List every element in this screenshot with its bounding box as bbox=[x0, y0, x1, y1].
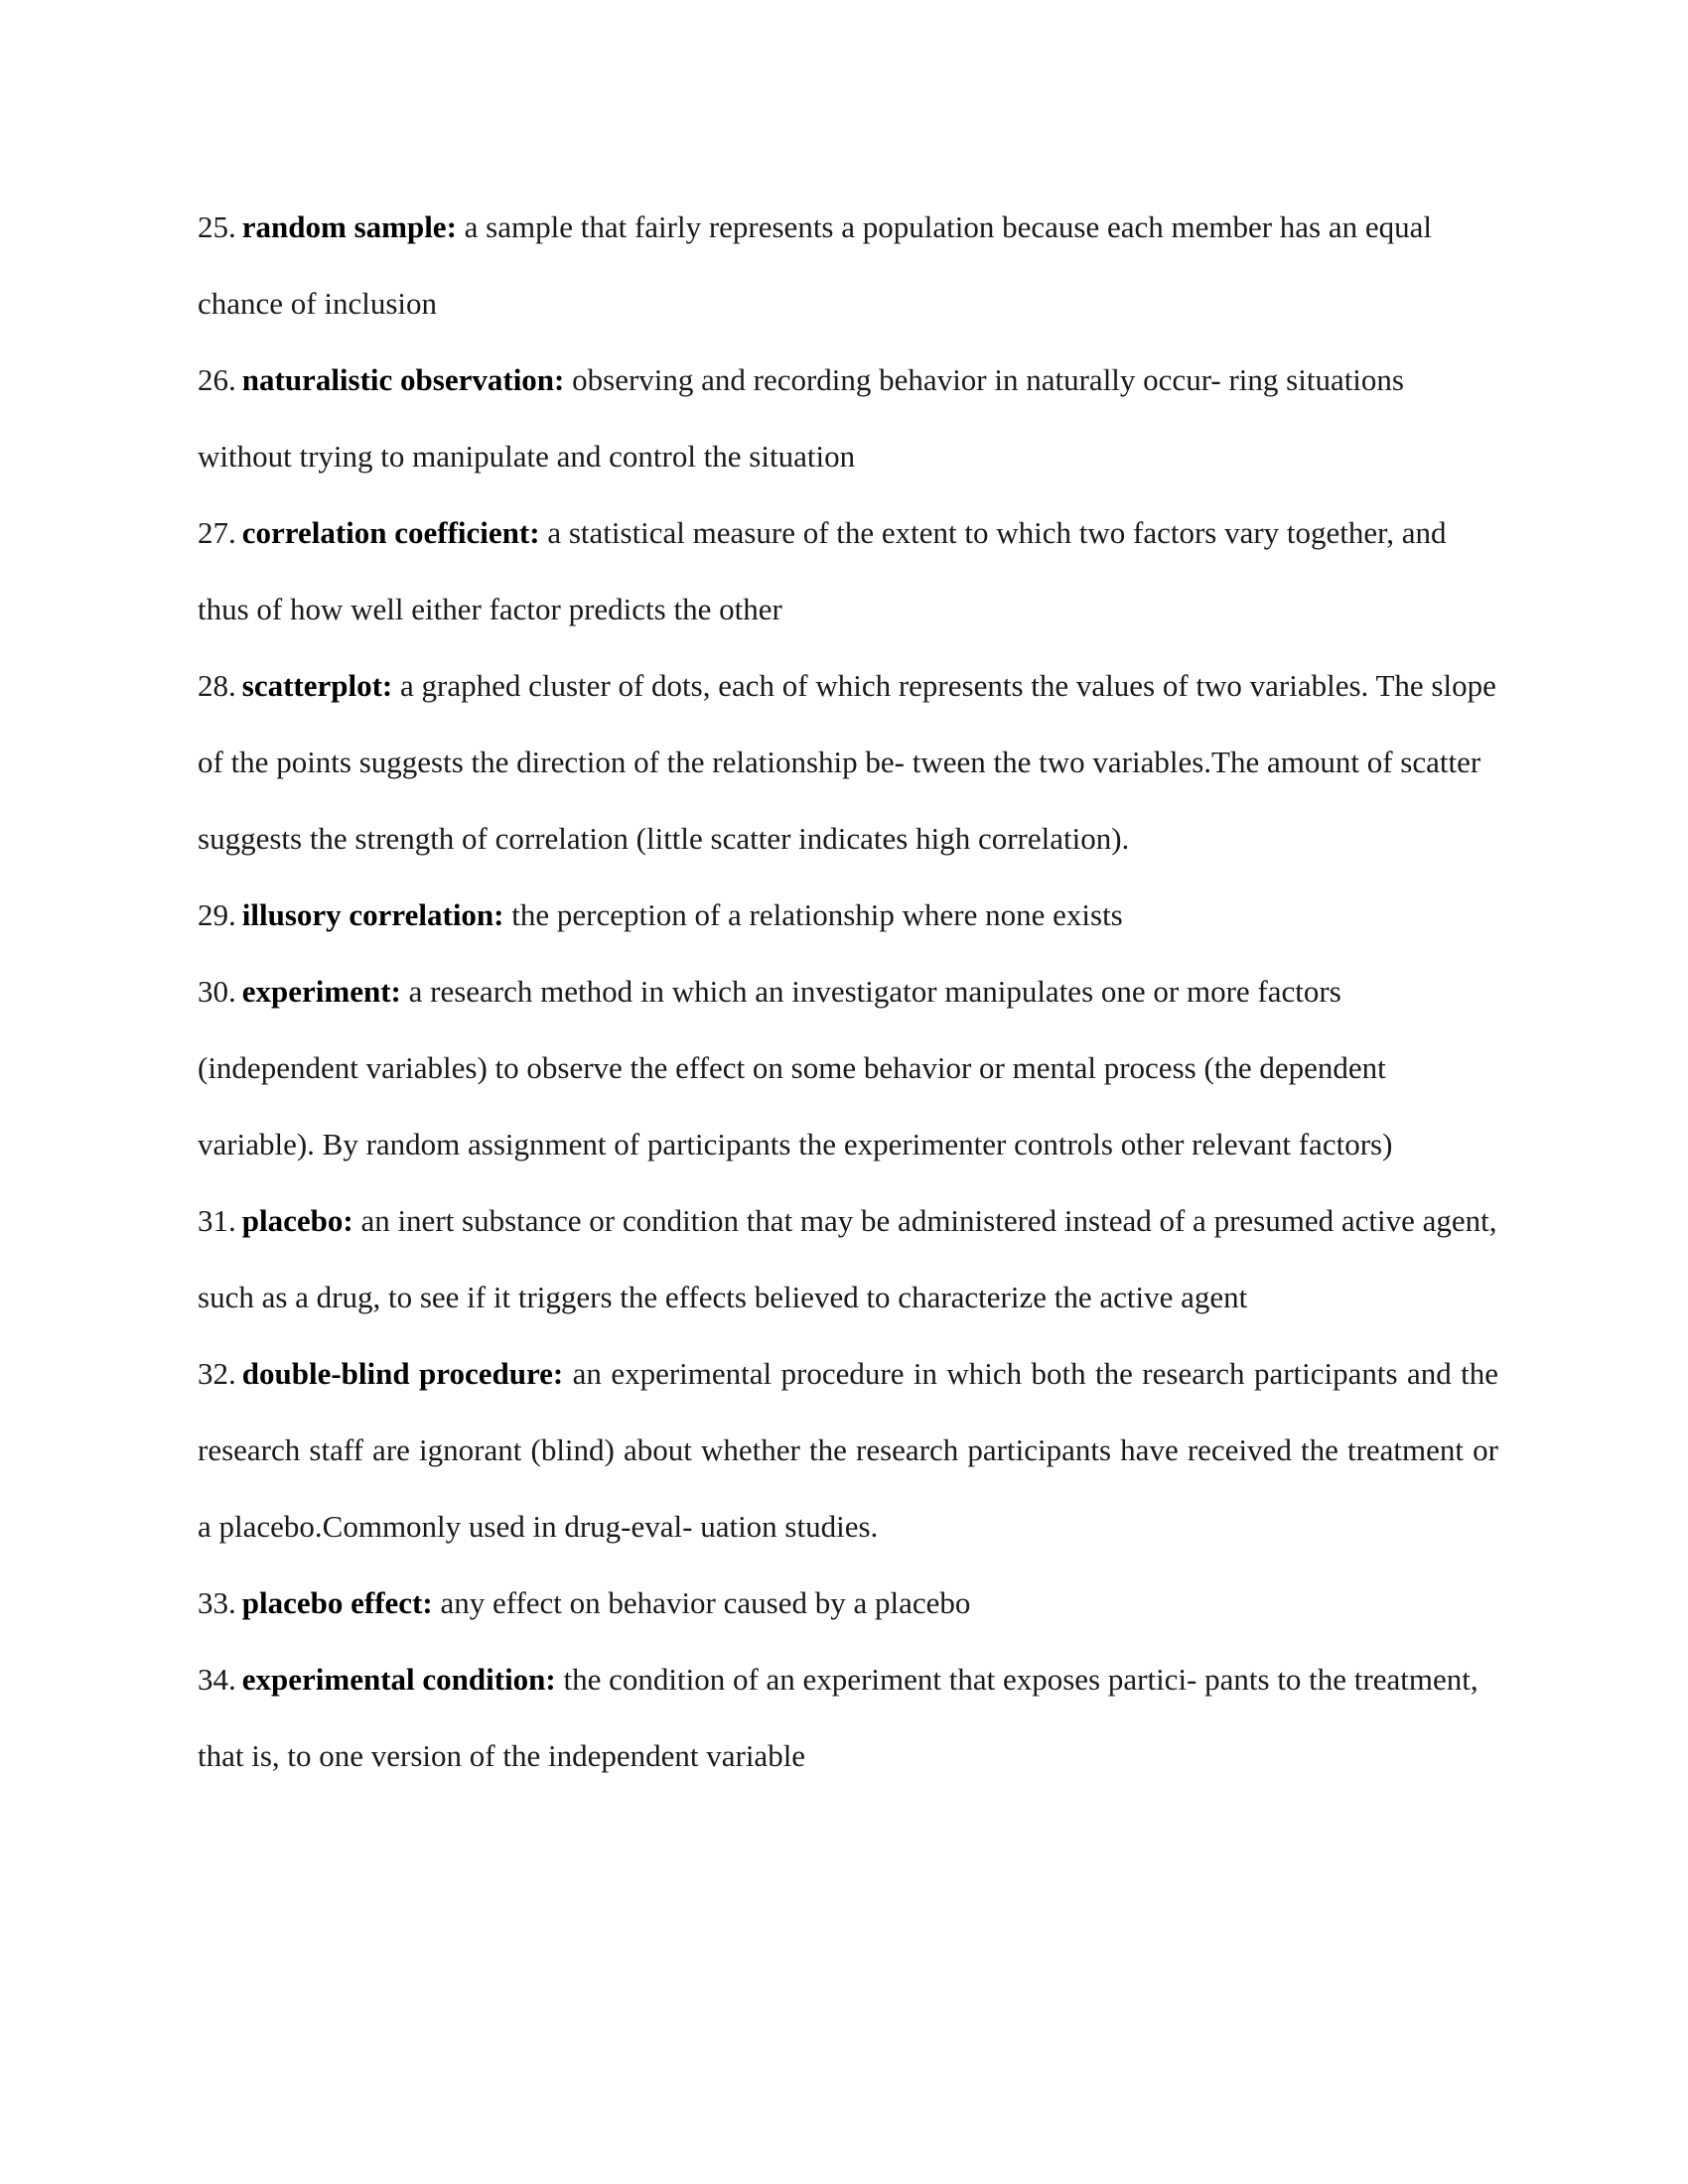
entry-term: naturalistic observation: bbox=[241, 362, 565, 397]
entry-number: 31. bbox=[198, 1203, 236, 1238]
entry-number: 32. bbox=[198, 1356, 236, 1391]
glossary-entry-scatterplot bbox=[198, 647, 1498, 877]
entry-term: random sample: bbox=[241, 209, 457, 244]
entry-term: illusory correlation: bbox=[241, 897, 504, 932]
entry-term: experiment: bbox=[241, 974, 401, 1009]
glossary-entry-placebo-effect bbox=[198, 1565, 1498, 1641]
entry-term: scatterplot: bbox=[241, 668, 393, 703]
glossary-entry-experimental-condition bbox=[198, 1641, 1498, 1794]
entry-definition: observing and recording behavior in naturally occur- ring situations without trying to manipulate and control the situation bbox=[198, 362, 1404, 474]
glossary-entry-correlation-coefficient bbox=[198, 494, 1498, 647]
entry-number: 34. bbox=[198, 1662, 236, 1697]
entry-definition: a research method in which an investigator manipulates one or more factors (independent variables) to observe the effect on some behavior or mental process (the dependent variable). By random assignment of participants the experimenter controls other relevant factors) bbox=[198, 974, 1393, 1161]
entry-definition: an experimental procedure in which both the research participants and the research staff are ignorant (blind) about whether the research participants have received the treatment or a placebo.Commonly used in drug-eval- uation studies. bbox=[198, 1356, 1499, 1544]
entry-term: double-blind procedure: bbox=[241, 1356, 564, 1391]
glossary-entry-random-sample bbox=[198, 189, 1498, 341]
entry-definition: a graphed cluster of dots, each of which represents the values of two variables. The slope of the points suggests the direction of the relationship be- tween the two variables.The amount of scatter suggests the strength of correlation (little scatter indicates high correlation). bbox=[198, 668, 1496, 856]
entry-term: correlation coefficient: bbox=[241, 515, 540, 550]
entry-definition: an inert substance or condition that may be administered instead of a presumed active agent, such as a drug, to see if it triggers the effects believed to characterize the active agent bbox=[198, 1203, 1497, 1314]
entry-term: placebo: bbox=[241, 1203, 353, 1238]
glossary-entry-placebo bbox=[198, 1182, 1498, 1335]
entry-number: 30. bbox=[198, 974, 236, 1009]
glossary-entry-double-blind-procedure bbox=[198, 1335, 1498, 1565]
entry-number: 26. bbox=[198, 362, 236, 397]
entry-number: 27. bbox=[198, 515, 236, 550]
entry-number: 25. bbox=[198, 209, 236, 244]
entry-definition: any effect on behavior caused by a placebo bbox=[440, 1585, 971, 1620]
glossary-entry-illusory-correlation bbox=[198, 877, 1498, 953]
glossary-list bbox=[198, 189, 1498, 1794]
entry-number: 29. bbox=[198, 897, 236, 932]
entry-term: experimental condition: bbox=[241, 1662, 556, 1697]
entry-term: placebo effect: bbox=[241, 1585, 433, 1620]
entry-number: 33. bbox=[198, 1585, 236, 1620]
entry-definition: the perception of a relationship where none exists bbox=[511, 897, 1123, 932]
glossary-entry-experiment bbox=[198, 953, 1498, 1182]
entry-definition: a statistical measure of the extent to which two factors vary together, and thus of how well either factor predicts the other bbox=[198, 515, 1447, 626]
glossary-entry-naturalistic-observation bbox=[198, 341, 1498, 494]
entry-definition: the condition of an experiment that exposes partici- pants to the treatment, that is, to one version of the independent variable bbox=[198, 1662, 1478, 1773]
entry-number: 28. bbox=[198, 668, 236, 703]
entry-definition: a sample that fairly represents a population because each member has an equal chance of inclusion bbox=[198, 209, 1433, 321]
